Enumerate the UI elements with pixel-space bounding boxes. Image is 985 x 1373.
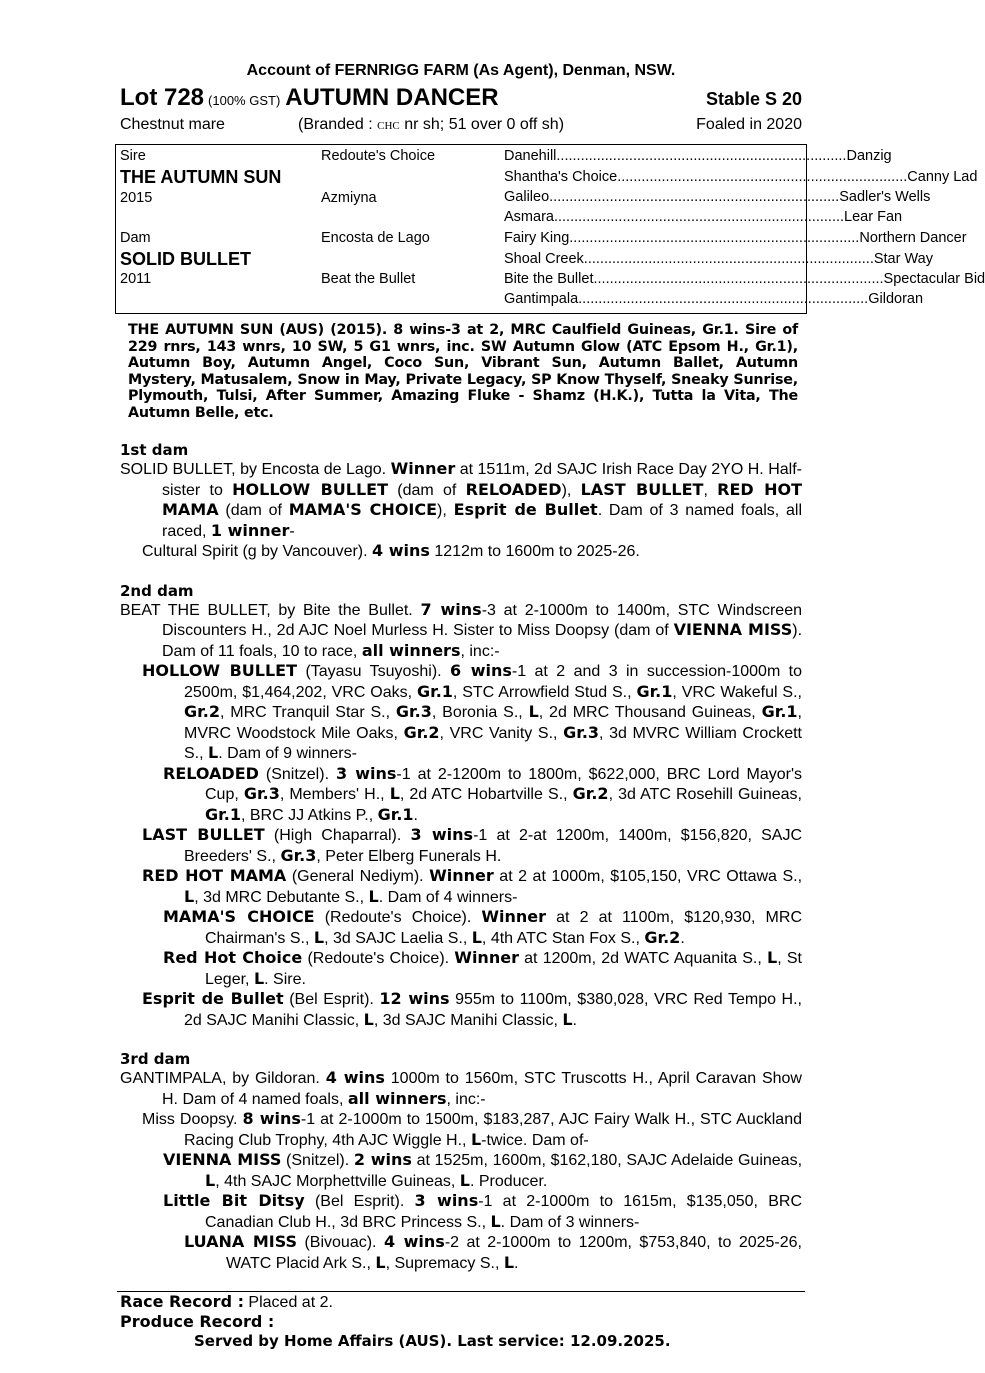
pedigree-paragraph: SOLID BULLET, by Encosta de Lago. Winner at 1511m, 2d SAJC Irish Race Day 2YO H. Half-sister to HOLLOW BULLET (dam of RELOADED), LAST BULLET, RED HOT MAMA (dam of MAMA'S CHOICE), Esprit de Bullet. Dam of 3 named foals, all raced, 1 winner- [120, 459, 803, 540]
dam-sire: Encosta de Lago [321, 230, 430, 246]
dam-year: 2011 [120, 271, 152, 287]
foaled-year: Foaled in 2020 [696, 116, 802, 133]
sire-name: THE AUTUMN SUN [120, 167, 282, 187]
horse-sex: Chestnut mare [120, 116, 225, 133]
pedigree-g3-row: Shantha's Choice ........................................................................ Canny Lad [504, 169, 978, 185]
dam-name: SOLID BULLET [120, 249, 251, 269]
pedigree-paragraph: LAST BULLET (High Chaparral). 3 wins-1 at 2-at 1200m, 1400m, $156,820, SAJC Breeders' S., Gr.3, Peter Elberg Funerals H. [142, 825, 803, 865]
pedigree-paragraph: RELOADED (Snitzel). 3 wins-1 at 2-1200m to 1800m, $622,000, BRC Lord Mayor's Cup, Gr.3, Members' H., L, 2d ATC Hobartville S., Gr.2, 3d ATC Rosehill Guineas, Gr.1, BRC JJ Atkins P., Gr.1. [163, 763, 803, 824]
pedigree-paragraph: BEAT THE BULLET, by Bite the Bullet. 7 wins-3 at 2-1000m to 1400m, STC Windscreen Discounters H., 2d AJC Noel Murless H. Sister to Miss Doopsy (dam of VIENNA MISS). Dam of 11 foals, 10 to race, all winners, inc:- [120, 599, 803, 660]
dam-dam: Beat the Bullet [321, 271, 416, 287]
service-note: Served by Home Affairs (AUS). Last service: 12.09.2025. [194, 1332, 671, 1350]
pedigree-g3-row: Galileo ........................................................................ Sadler's Wells [504, 189, 931, 205]
pedigree-paragraph: Red Hot Choice (Redoute's Choice). Winner at 1200m, 2d WATC Aquanita S., L, St Leger, L. Sire. [163, 948, 802, 988]
pedigree-paragraph: Little Bit Ditsy (Bel Esprit). 3 wins-1 at 2-1000m to 1615m, $135,050, BRC Canadian Club H., 3d BRC Princess S., L. Dam of 3 winners- [163, 1191, 802, 1231]
first-dam-heading: 1st dam [120, 441, 189, 459]
pedigree-g3-row: Danehill ........................................................................ Danzig [504, 148, 892, 164]
gst-note: (100% GST) [208, 93, 281, 108]
third-dam-body [120, 1068, 802, 1273]
second-dam-body [120, 600, 802, 1031]
pedigree-paragraph: HOLLOW BULLET (Tayasu Tsuyoshi). 6 wins-1 at 2 and 3 in succession-1000m to 2500m, $1,464,202, VRC Oaks, Gr.1, STC Arrowfield Stud S., Gr.1, VRC Wakeful S., Gr.2, MRC Tranquil Star S., Gr.3, Boronia S., L, 2d MRC Thousand Guineas, Gr.1, MVRC Woodstock Mile Oaks, Gr.2, VRC Vanity S., Gr.3, 3d MVRC William Crockett S., L. Dam of 9 winners- [142, 661, 803, 762]
produce-record: Produce Record : [120, 1312, 275, 1331]
third-dam-heading: 3rd dam [120, 1050, 191, 1068]
sire-dam: Azmiyna [321, 190, 377, 206]
stable-number: Stable S 20 [705, 89, 802, 109]
catalogue-page [120, 62, 985, 1350]
brand-glyph: CHC [377, 120, 400, 132]
pedigree-paragraph: Miss Doopsy. 8 wins-1 at 2-1000m to 1500m, $183,287, AJC Fairy Walk H., STC Auckland Racing Club Trophy, 4th AJC Wiggle H., L-twice. Dam of- [142, 1109, 803, 1149]
brand-info: (Branded : CHC nr sh; 51 over 0 off sh) [298, 116, 565, 133]
sire-sire: Redoute's Choice [321, 148, 436, 164]
pedigree-paragraph: VIENNA MISS (Snitzel). 2 wins at 1525m, 1600m, $162,180, SAJC Adelaide Guineas, L, 4th SAJC Morphettville Guineas, L. Producer. [163, 1150, 803, 1190]
horse-details [120, 116, 802, 134]
pedigree-g3-row: Shoal Creek ........................................................................ Star Way [504, 251, 933, 267]
sire-label: Sire [120, 148, 146, 164]
race-record: Race Record : Placed at 2. [120, 1292, 333, 1311]
pedigree-paragraph: Esprit de Bullet (Bel Esprit). 12 wins 955m to 1100m, $380,028, VRC Red Tempo H., 2d SAJC Manihi Classic, L, 3d SAJC Manihi Classic, L. [142, 989, 802, 1029]
vendor-account: Account of FERNRIGG FARM (As Agent), Denman, NSW. [246, 62, 676, 79]
lot-number: Lot 728 [120, 84, 205, 111]
pedigree-paragraph: Cultural Spirit (g by Vancouver). 4 wins 1212m to 1600m to 2025-26. [142, 541, 640, 560]
pedigree-g3-row: Gantimpala ........................................................................ Gildoran [504, 291, 924, 307]
pedigree-paragraph: MAMA'S CHOICE (Redoute's Choice). Winner at 2 at 1100m, $120,930, MRC Chairman's S., L, 3d SAJC Laelia S., L, 4th ATC Stan Fox S., Gr.2. [163, 907, 802, 947]
pedigree-g3-row: Fairy King ........................................................................ Northern Dancer [504, 230, 967, 246]
lot-header [120, 84, 802, 114]
pedigree-paragraph: LUANA MISS (Bivouac). 4 wins-2 at 2-1000m to 1200m, $753,840, to 2025-26, WATC Placid Ark S., L, Supremacy S., L. [184, 1232, 802, 1272]
sire-year: 2015 [120, 190, 153, 206]
pedigree-g3-row: Asmara ........................................................................ Lear Fan [504, 209, 903, 225]
horse-name: AUTUMN DANCER [285, 84, 499, 111]
second-dam-heading: 2nd dam [120, 581, 194, 600]
sire-summary: THE AUTUMN SUN (AUS) (2015). 8 wins-3 at 2, MRC Caulfield Guineas, Gr.1. Sire of 229 rnrs, 143 wnrs, 10 SW, 5 G1 wnrs, inc. SW Autumn Glow (ATC Epsom H., Gr.1), Autumn Boy, Autumn Angel, Coco Sun, Vibrant Sun, Autumn Ballet, Autumn Mystery, Matusalem, Snow in May, Private Legacy, SP Know Thyself, Sneaky Sunrise, Plymouth, Tulsi, After Summer, Amazing Fluke - Shamz (H.K.), Tutta la Vita, The Autumn Belle, etc. [128, 322, 798, 421]
pedigree-table [115, 144, 985, 314]
first-dam-body [120, 459, 802, 562]
pedigree-paragraph: RED HOT MAMA (General Nediym). Winner at 2 at 1000m, $105,150, VRC Ottawa S., L, 3d MRC Debutante S., L. Dam of 4 winners- [142, 866, 803, 906]
dam-label: Dam [120, 230, 151, 246]
pedigree-g3-row: Bite the Bullet ........................................................................ Spectacular Bid [504, 271, 985, 287]
pedigree-paragraph: GANTIMPALA, by Gildoran. 4 wins 1000m to 1560m, STC Truscotts H., April Caravan Show H. Dam of 4 named foals, all winners, inc:- [120, 1068, 802, 1108]
